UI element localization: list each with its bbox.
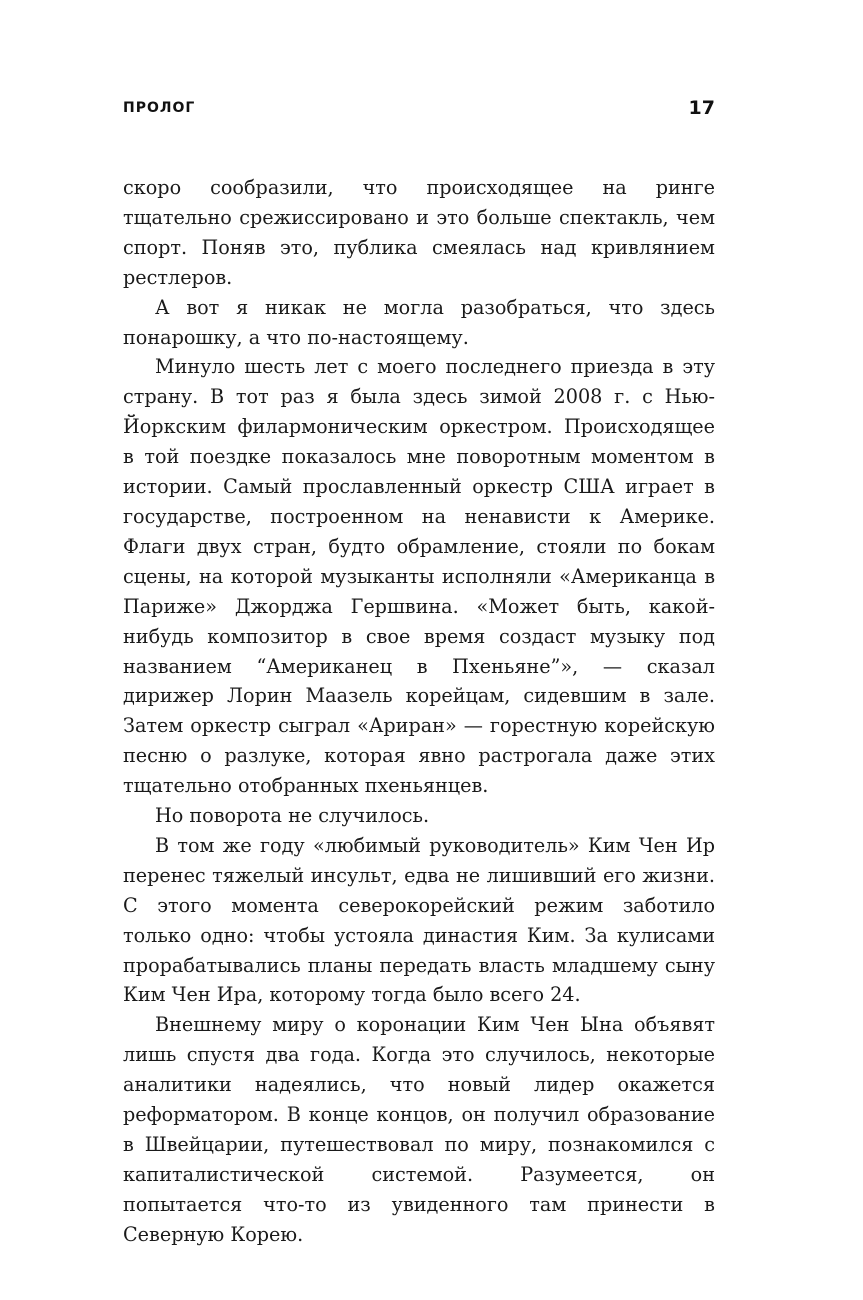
running-header <box>123 97 715 124</box>
paragraph: скоро сообразили, что происходящее на ринге тщательно срежиссировано и это больше спектакль, чем спорт. Поняв это, публика смеялась над кривлянием рестлеров. <box>123 176 715 289</box>
paragraph: Минуло шесть лет с моего последнего приезда в эту страну. В тот раз я была здесь зимой 2008 г. с Нью-Йоркским филармоническим оркестром. Происходящее в той поездке показалось мне поворотным моментом в истории. Самый прославленный оркестр США играет в государстве, построенном на ненависти к Америке. Флаги двух стран, будто обрамление, стояли по бокам сцены, на которой музыканты исполняли «Американца в Париже» Джорджа Гершвина. «Может быть, какой-нибудь композитор в свое время создаст музыку под названием “Американец в Пхеньяне”», — сказал дирижер Лорин Маазель корейцам, сидевшим в зале. Затем оркестр сыграл «Ариран» — горестную корейскую песню о разлуке, которая явно растрогала даже этих тщательно отобранных пхеньянцев. <box>123 355 715 798</box>
page-number: 17 <box>688 97 715 119</box>
paragraph: Но поворота не случилось. <box>155 804 430 828</box>
body-text <box>123 173 715 1250</box>
paragraph: А вот я никак не могла разобраться, что здесь понарошку, а что по-настоящему. <box>123 295 715 349</box>
section-title: ПРОЛОГ <box>123 100 196 116</box>
paragraph: Внешнему миру о коронации Ким Чен Ына объявят лишь спустя два года. Когда это случилось, некоторые аналитики надеялись, что новый лидер окажется реформатором. В конце концов, он получил образование в Швейцарии, путешествовал по миру, познакомился с капиталистической системой. Разумеется, он попытается что-то из увиденного там принести в Северную Корею. <box>123 1013 715 1246</box>
paragraph: В том же году «любимый руководитель» Ким Чен Ир перенес тяжелый инсульт, едва не лишивший его жизни. С этого момента северокорейский режим заботило только одно: чтобы устояла династия Ким. За кулисами прорабатывались планы передать власть младшему сыну Ким Чен Ира, которому тогда было всего 24. <box>123 833 715 1007</box>
